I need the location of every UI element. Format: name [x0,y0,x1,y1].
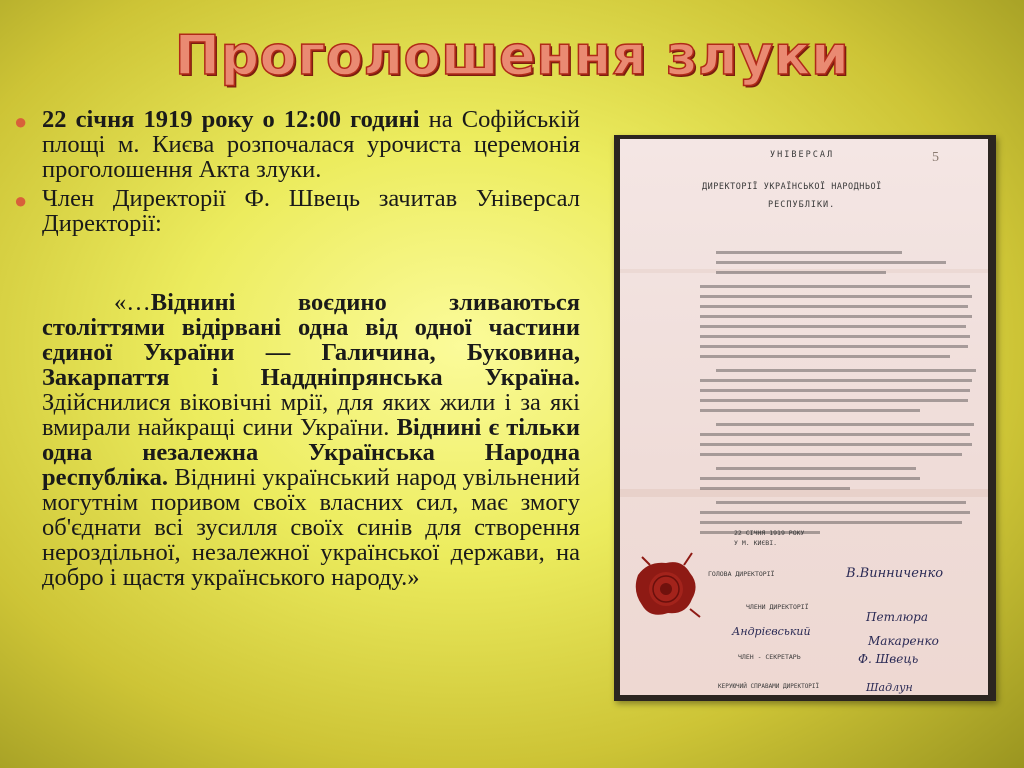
document-text-line [700,453,962,456]
quote-bold-1: Віднині воєдино зливаються століттями відірвані одна від одної частини єдиної України — Галичина, Буковина, Закарпаття і Наддніпрянська Україна. [42,289,580,391]
doc-header-line-1: УНІВЕРСАЛ [770,150,835,160]
document-text-line [716,423,974,426]
doc-page-number: 5 [932,150,939,165]
doc-sig-label-4: КЕРУЮЧИЙ СПРАВАМИ ДИРЕКТОРІЇ [718,683,820,690]
signature-4: Макаренко [868,634,939,648]
document-text-line [700,389,970,392]
document-text-line [716,501,966,504]
doc-header-line-2: ДИРЕКТОРІЇ УКРАЇНСЬКОЇ НАРОДНЬОЇ [702,182,882,192]
signature-6: Шадлун [866,681,913,694]
signature-3: Петлюра [866,610,928,624]
document-text-line [700,355,950,358]
slide-title: Проголошення злуки [174,24,850,87]
quote-text-1: Здійснилися віковічні мрії, для яких жили і за які вмирали найкращі сини України. [42,389,580,441]
document-text-line [716,369,976,372]
document-text-line [700,487,850,490]
signature-2: Андрієвський [732,625,811,638]
document-paper [620,139,988,695]
bullet-dot-icon: ● [14,188,28,213]
document-text-line [700,433,970,436]
quote-bold-2: Віднині є тільки одна незалежна Українська Народна республіка. [42,414,580,491]
document-text-line [700,477,920,480]
doc-date-line-1: 22 СІЧНЯ 1919 РОКУ [734,529,805,537]
bullet-1-bold: 22 січня 1919 року о 12:00 годині [42,106,420,133]
bullet-dot-icon: ● [14,109,28,134]
bullet-item-2 [14,186,580,236]
document-text-line [716,251,902,254]
document-text-line [700,335,970,338]
signature-1: В.Винниченко [846,566,944,581]
doc-header-line-3: РЕСПУБЛІКИ. [768,200,836,210]
wax-seal-icon [636,553,700,617]
doc-date-line-2: У М. КИЄВІ. [734,539,778,547]
document-text-line [700,285,970,288]
document-text-line [700,325,966,328]
document-text-line [700,521,962,524]
document-text-line [700,345,968,348]
document-text-line [700,443,972,446]
quote-text-2: Віднині український народ увільнений могутнім поривом своїх власних сил, має змогу об'єднати всі зусилля своїх синів для створення нероздільної, незалежної української держави, на добро і щастя українського народу.» [42,464,580,591]
doc-sig-label-2: ЧЛЕНИ ДИРЕКТОРІЇ [746,603,809,611]
document-text-line [716,261,946,264]
document-text-line [700,315,972,318]
signature-5: Ф. Швець [858,652,919,666]
doc-sig-label-3: ЧЛЕН - СЕКРЕТАРЬ [738,653,801,661]
universal-quote [14,290,580,590]
bullet-1-text: на Софійській площі м. Києва розпочалася урочиста церемонія проголошення Акта злуки. [42,106,580,183]
document-text-line [700,305,968,308]
document-text-line [716,467,916,470]
document-text-line [716,271,886,274]
document-text-line [700,409,920,412]
bullet-2-text: Член Директорії Ф. Швець зачитав Універсал Директорії: [42,185,580,237]
text-column [14,107,580,590]
document-text-line [700,295,972,298]
document-text-line [700,399,968,402]
doc-sig-label-1: ГОЛОВА ДИРЕКТОРІЇ [708,570,775,578]
quote-open: «… [114,289,151,316]
bullet-item-1 [14,107,580,182]
universal-document-photo [614,135,996,701]
document-text-line [700,511,970,514]
document-text-line [700,379,972,382]
